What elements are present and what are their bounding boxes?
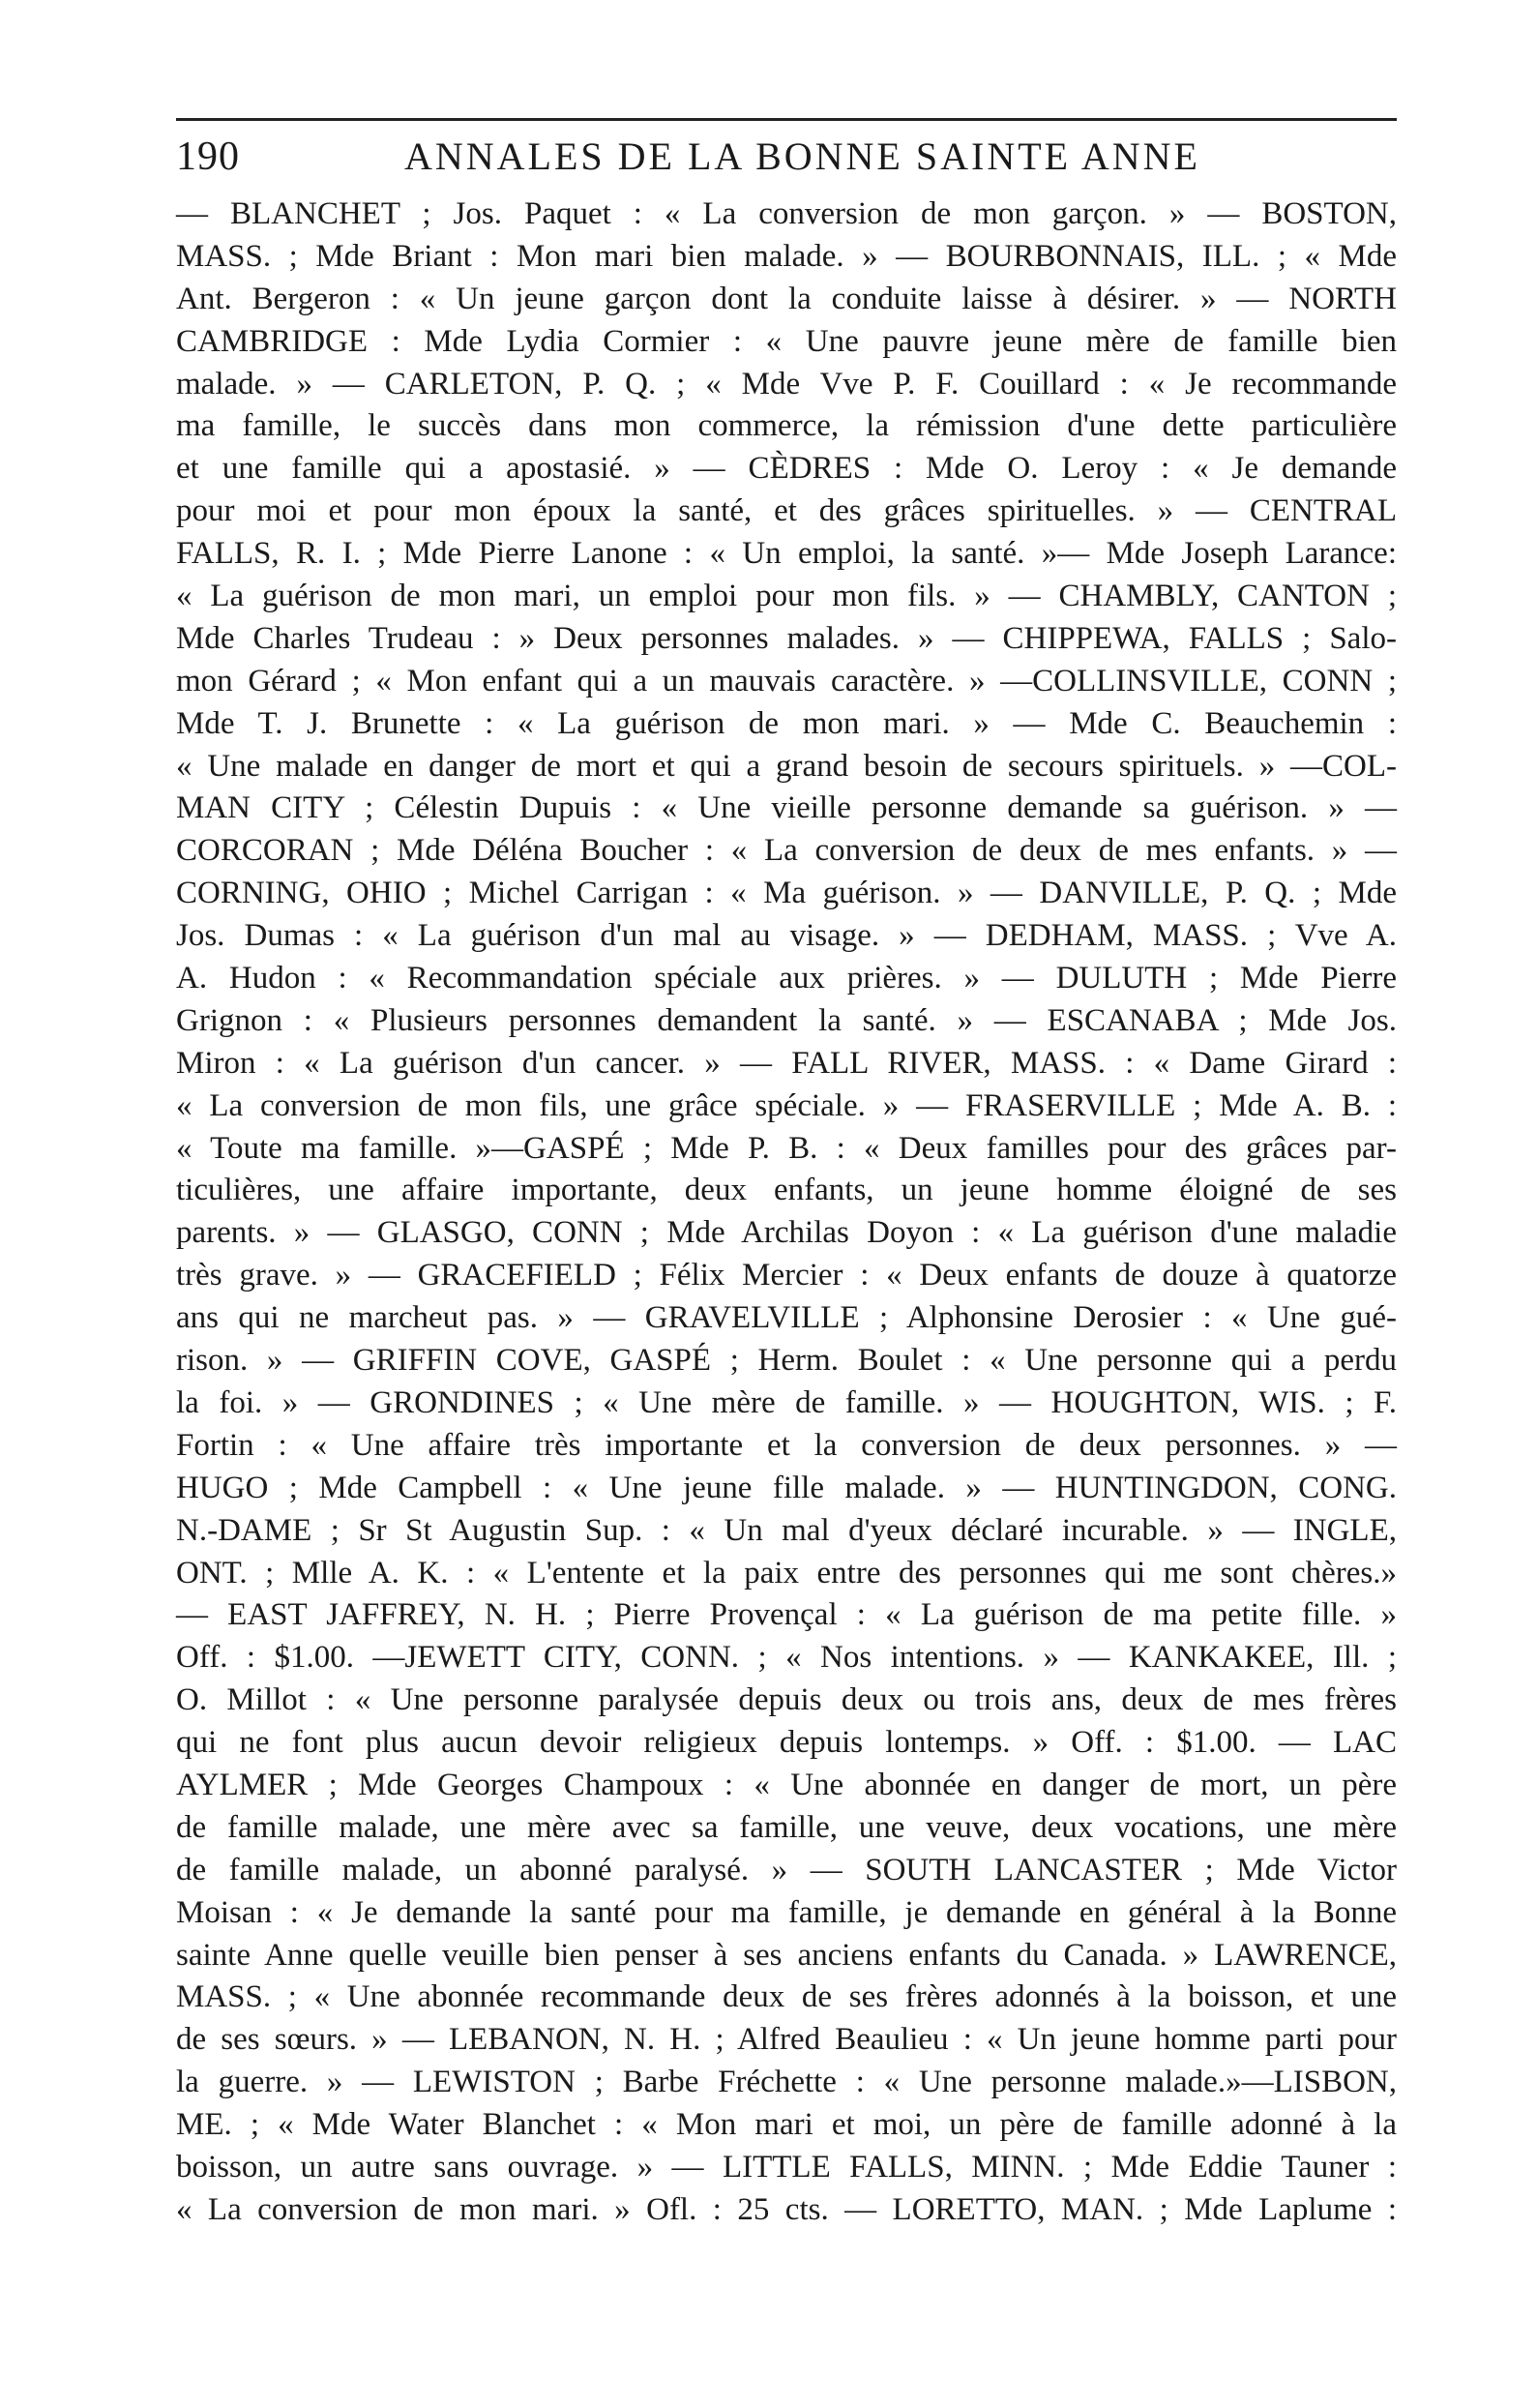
text-line: ME. ; « Mde Water Blanchet : « Mon mari et moi, un père de famille adonné à la [176,2107,1397,2143]
text-line: Miron : « La guérison d'un cancer. » — FALL RIVER, MASS. : « Dame Girard : [176,1045,1397,1081]
text-line: « Une malade en danger de mort et qui a grand besoin de secours spirituels. » —COL- [176,748,1397,784]
text-line: Grignon : « Plusieurs personnes demandent la santé. » — ESCANABA ; Mde Jos. [176,1002,1397,1038]
text-line: boisson, un autre sans ouvrage. » — LITTLE FALLS, MINN. ; Mde Eddie Tauner : [176,2149,1397,2185]
text-line: FALLS, R. I. ; Mde Pierre Lanone : « Un emploi, la santé. »— Mde Joseph Larance: [176,536,1397,572]
text-line: « La guérison de mon mari, un emploi pour mon fils. » — CHAMBLY, CANTON ; [176,579,1397,614]
text-line: N.-DAME ; Sr St Augustin Sup. : « Un mal d'yeux déclaré incurable. » — INGLE, [176,1512,1397,1548]
text-line: Off. : $1.00. —JEWETT CITY, CONN. ; « Nos intentions. » — KANKAKEE, Ill. ; [176,1640,1397,1676]
text-line: sainte Anne quelle veuille bien penser à ses anciens enfants du Canada. » LAWRENCE, [176,1937,1397,1973]
text-line: Mde T. J. Brunette : « La guérison de mon mari. » — Mde C. Beauchemin : [176,705,1397,741]
text-line: CORNING, OHIO ; Michel Carrigan : « Ma guérison. » — DANVILLE, P. Q. ; Mde [176,876,1397,911]
text-line: « Toute ma famille. »—GASPÉ ; Mde P. B. : « Deux familles pour des grâces par- [176,1130,1397,1166]
text-line: de famille malade, un abonné paralysé. » — SOUTH LANCASTER ; Mde Victor [176,1852,1397,1888]
text-line: « La conversion de mon fils, une grâce spéciale. » — FRASERVILLE ; Mde A. B. : [176,1087,1397,1123]
text-line: malade. » — CARLETON, P. Q. ; « Mde Vve P. F. Couillard : « Je recommande [176,366,1397,401]
text-line: la foi. » — GRONDINES ; « Une mère de famille. » — HOUGHTON, WIS. ; F. [176,1384,1397,1420]
text-line: CORCORAN ; Mde Déléna Boucher : « La conversion de deux de mes enfants. » — [176,833,1397,869]
text-line: qui ne font plus aucun devoir religieux depuis lontemps. » Off. : $1.00. — LAC [176,1725,1397,1761]
text-line: — EAST JAFFREY, N. H. ; Pierre Provençal : « La guérison de ma petite fille. » [176,1597,1397,1633]
text-line: Jos. Dumas : « La guérison d'un mal au visage. » — DEDHAM, MASS. ; Vve A. [176,918,1397,954]
text-line: de ses sœurs. » — LEBANON, N. H. ; Alfred Beaulieu : « Un jeune homme parti pour [176,2022,1397,2058]
text-line: MASS. ; « Une abonnée recommande deux de ses frères adonnés à la boisson, et une [176,1979,1397,2015]
text-line: ma famille, le succès dans mon commerce, la rémission d'une dette particulière [176,408,1397,444]
text-line: AYLMER ; Mde Georges Champoux : « Une abonnée en danger de mort, un père [176,1767,1397,1802]
body-text [176,193,1397,2232]
text-line: MASS. ; Mde Briant : Mon mari bien malade. » — BOURBONNAIS, ILL. ; « Mde [176,238,1397,274]
text-line: rison. » — GRIFFIN COVE, GASPÉ ; Herm. Boulet : « Une personne qui a perdu [176,1343,1397,1379]
running-title: ANNALES DE LA BONNE SAINTE ANNE [404,134,1200,178]
text-line: CAMBRIDGE : Mde Lydia Cormier : « Une pauvre jeune mère de famille bien [176,323,1397,359]
text-line: ticulières, une affaire importante, deux enfants, un jeune homme éloigné de ses [176,1173,1397,1208]
text-line: parents. » — GLASGO, CONN ; Mde Archilas Doyon : « La guérison d'une maladie [176,1215,1397,1251]
text-line: Ant. Bergeron : « Un jeune garçon dont la conduite laisse à désirer. » — NORTH [176,281,1397,316]
text-line: « La conversion de mon mari. » Ofl. : 25 cts. — LORETTO, MAN. ; Mde Laplume : [176,2191,1397,2227]
text-line: très grave. » — GRACEFIELD ; Félix Mercier : « Deux enfants de douze à quatorze [176,1258,1397,1293]
text-line: HUGO ; Mde Campbell : « Une jeune fille malade. » — HUNTINGDON, CONG. [176,1470,1397,1505]
text-line: la guerre. » — LEWISTON ; Barbe Fréchette : « Une personne malade.»—LISBON, [176,2065,1397,2100]
text-line: — BLANCHET ; Jos. Paquet : « La conversion de mon garçon. » — BOSTON, [176,196,1397,231]
text-line: O. Millot : « Une personne paralysée depuis deux ou trois ans, deux de mes frères [176,1682,1397,1718]
text-line: Moisan : « Je demande la santé pour ma famille, je demande en général à la Bonne [176,1894,1397,1930]
header-rule [176,118,1397,121]
text-line: MAN CITY ; Célestin Dupuis : « Une vieille personne demande sa guérison. » — [176,790,1397,826]
text-line: et une famille qui a apostasié. » — CÈDRES : Mde O. Leroy : « Je demande [176,451,1397,487]
page-number: 190 [176,134,240,179]
text-line: ONT. ; Mlle A. K. : « L'entente et la paix entre des personnes qui me sont chères.» [176,1555,1397,1590]
text-line: de famille malade, une mère avec sa famille, une veuve, deux vocations, une mère [176,1809,1397,1845]
text-line: Mde Charles Trudeau : » Deux personnes malades. » — CHIPPEWA, FALLS ; Salo- [176,620,1397,656]
text-line: A. Hudon : « Recommandation spéciale aux prières. » — DULUTH ; Mde Pierre [176,961,1397,996]
text-line: mon Gérard ; « Mon enfant qui a un mauvais caractère. » —COLLINSVILLE, CONN ; [176,663,1397,699]
running-header [176,134,1397,182]
text-line: pour moi et pour mon époux la santé, et des grâces spirituelles. » — CENTRAL [176,493,1397,529]
text-line: ans qui ne marcheut pas. » — GRAVELVILLE ; Alphonsine Derosier : « Une gué- [176,1300,1397,1336]
text-line: Fortin : « Une affaire très importante et la conversion de deux personnes. » — [176,1427,1397,1463]
